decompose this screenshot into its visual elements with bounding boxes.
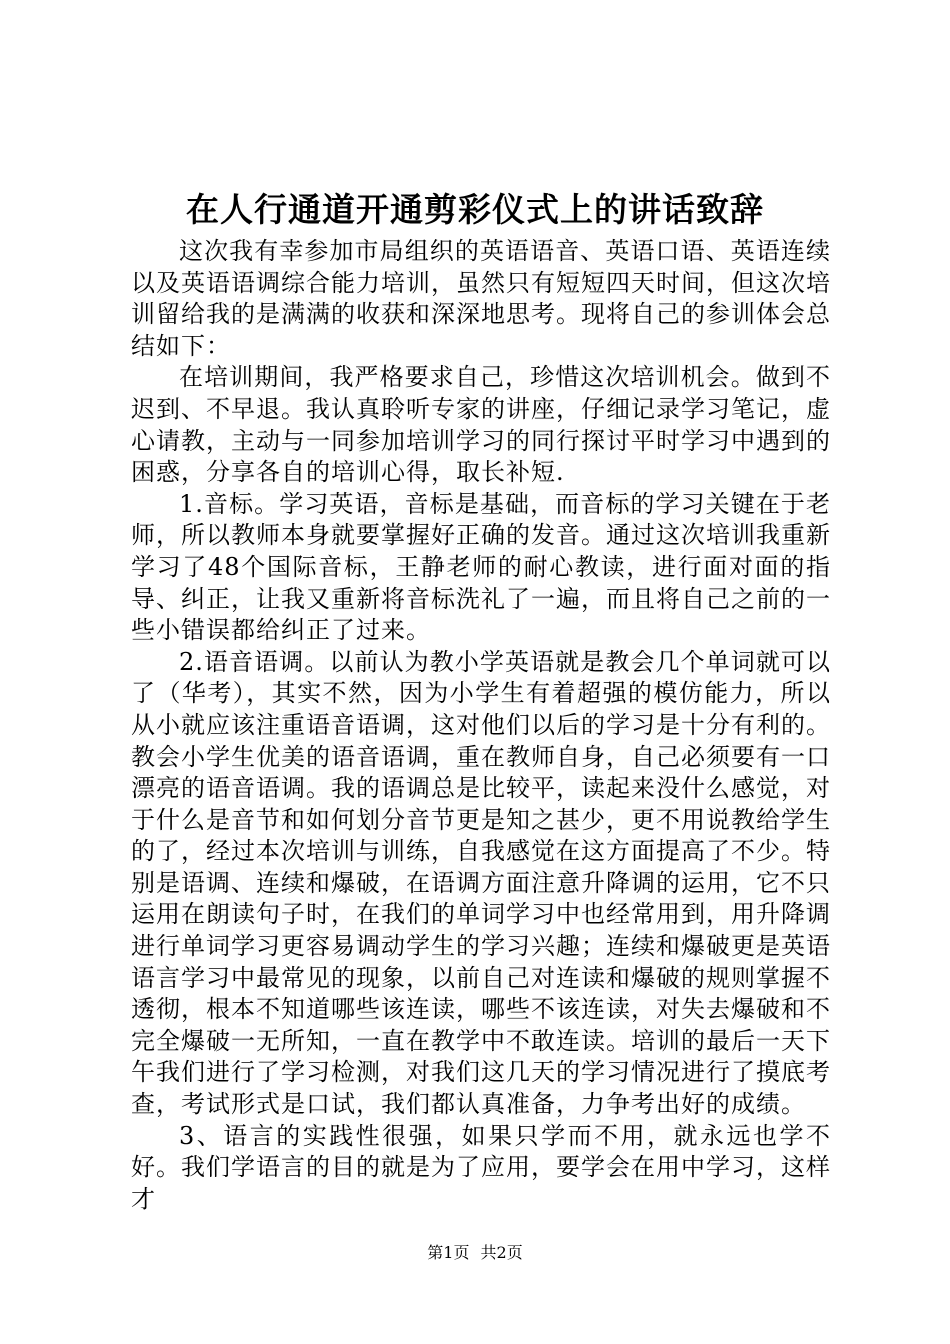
paragraph-practice: 3、语言的实践性很强，如果只学而不用，就永远也学不好。我们学语言的目的就是为了应用，要学会在用中学习，这样才	[131, 1121, 831, 1213]
paragraph-phonetics: 1.音标。学习英语，音标是基础，而音标的学习关键在于老师，所以教师本身就要掌握好正确的发音。通过这次培训我重新学习了48个国际音标，王静老师的耐心教读，进行面对面的指导、纠正，让我又重新将音标洗礼了一遍，而且将自己之前的一些小错误都给纠正了过来。	[131, 489, 831, 645]
paragraph-intro: 这次我有幸参加市局组织的英语语音、英语口语、英语连续以及英语语调综合能力培训，虽然只有短短四天时间，但这次培训留给我的是满满的收获和深深地思考。现将自己的参训体会总结如下：	[131, 237, 831, 360]
document-body	[131, 236, 831, 1215]
paragraph-intonation: 2.语音语调。以前认为教小学英语就是教会几个单词就可以了（华考），其实不然，因为小学生有着超强的模仿能力，所以从小就应该注重语音语调，这对他们以后的学习是十分有利的。教会小学生优美的语音语调，重在教师自身，自己必须要有一口漂亮的语音语调。我的语调总是比较平，读起来没什么感觉，对于什么是音节和如何划分音节更是知之甚少，更不用说教给学生的了，经过本次培训与训练，自我感觉在这方面提高了不少。特别是语调、连续和爆破，在语调方面注意升降调的运用，它不只运用在朗读句子时，在我们的单词学习中也经常用到，用升降调进行单词学习更容易调动学生的学习兴趣；连续和爆破更是英语语言学习中最常见的现象，以前自己对连读和爆破的规则掌握不透彻，根本不知道哪些该连读，哪些不该连读，对失去爆破和不完全爆破一无所知，一直在教学中不敢连读。培训的最后一天下午我们进行了学习检测，对我们这几天的学习情况进行了摸底考查，考试形式是口试，我们都认真准备，力争考出好的成绩。	[131, 647, 831, 1119]
document-title: 在人行通道开通剪彩仪式上的讲话致辞	[186, 190, 764, 229]
page-number: 第1页	[427, 1243, 470, 1262]
page-total: 共2页	[480, 1243, 523, 1262]
page-footer	[0, 1243, 950, 1263]
paragraph-training-period: 在培训期间，我严格要求自己，珍惜这次培训机会。做到不迟到、不早退。我认真聆听专家的讲座，仔细记录学习笔记，虚心请教，主动与一同参加培训学习的同行探讨平时学习中遇到的困惑，分享各自的培训心得，取长补短.	[131, 363, 831, 487]
